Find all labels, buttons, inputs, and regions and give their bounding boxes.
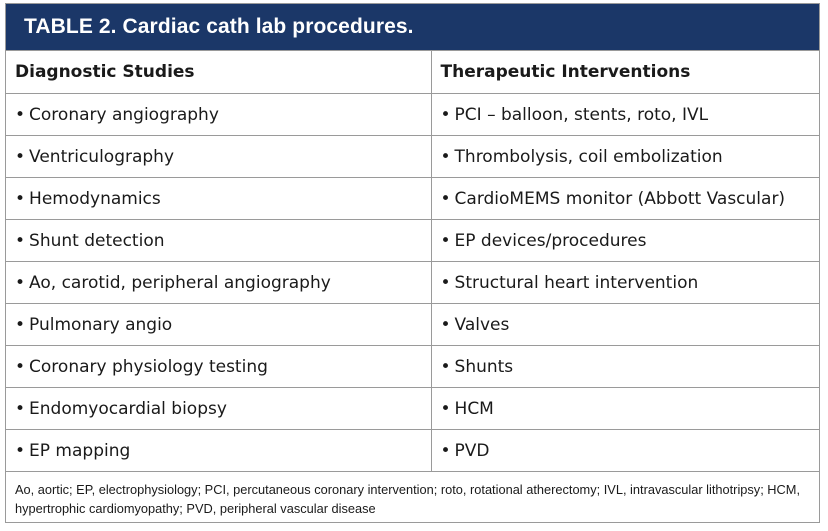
therapeutic-text: HCM: [454, 398, 494, 419]
diagnostic-cell: [6, 346, 431, 388]
diagnostic-text: Coronary physiology testing: [29, 356, 268, 377]
table-row: [6, 304, 819, 346]
diagnostic-text: Pulmonary angio: [29, 314, 173, 335]
therapeutic-subitem-cell: [431, 346, 819, 388]
diagnostic-text: Endomyocardial biopsy: [29, 398, 227, 419]
diagnostic-cell: [6, 304, 431, 346]
table-footnote: Ao, aortic; EP, electrophysiology; PCI, percutaneous coronary intervention; roto, rotational atherectomy; IVL, intravascular lithotripsy; HCM, hypertrophic cardiomyopathy; PVD, peripheral vascular disease: [6, 471, 819, 518]
bullet-marker: •: [15, 146, 26, 167]
diagnostic-cell: [6, 136, 431, 178]
diagnostic-text: Coronary angiography: [29, 104, 219, 125]
therapeutic-text: PCI – balloon, stents, roto, IVL: [454, 104, 709, 125]
therapeutic-text: PVD: [454, 440, 490, 461]
diagnostic-text: EP mapping: [29, 440, 131, 461]
bullet-marker: •: [440, 146, 451, 167]
bullet-marker: •: [15, 272, 26, 293]
therapeutic-cell: [431, 262, 819, 304]
table-row: [6, 136, 819, 178]
therapeutic-cell: [431, 220, 819, 262]
table-row: [6, 346, 819, 388]
bullet-marker: •: [440, 272, 451, 293]
bullet-marker: •: [15, 314, 26, 335]
therapeutic-text: Structural heart intervention: [454, 272, 699, 293]
diagnostic-text: Shunt detection: [29, 230, 165, 251]
header-row: [6, 51, 819, 94]
column-header-diagnostic: Diagnostic Studies: [6, 51, 431, 94]
diagnostic-text: Hemodynamics: [29, 188, 161, 209]
bullet-marker: •: [440, 230, 451, 251]
therapeutic-text: EP devices/procedures: [454, 230, 647, 251]
therapeutic-text: CardioMEMS monitor (Abbott Vascular): [454, 188, 786, 209]
bullet-marker: •: [440, 188, 451, 209]
diagnostic-text: Ventriculography: [29, 146, 175, 167]
bullet-marker: •: [15, 398, 26, 419]
diagnostic-cell: [6, 430, 431, 472]
table-title-bar: [6, 4, 819, 50]
diagnostic-cell: [6, 262, 431, 304]
table-title: TABLE 2. Cardiac cath lab procedures.: [24, 15, 414, 38]
diagnostic-cell: [6, 178, 431, 220]
bullet-marker: •: [440, 314, 451, 335]
therapeutic-text: Thrombolysis, coil embolization: [454, 146, 723, 167]
column-header-therapeutic: Therapeutic Interventions: [431, 51, 819, 94]
table-row: [6, 178, 819, 220]
diagnostic-cell: [6, 94, 431, 136]
bullet-marker: •: [440, 356, 451, 377]
therapeutic-text: Shunts: [454, 356, 514, 377]
bullet-marker: •: [15, 356, 26, 377]
diagnostic-cell: [6, 388, 431, 430]
table-row: [6, 262, 819, 304]
bullet-marker: •: [15, 104, 26, 125]
procedures-grid: [6, 50, 819, 471]
bullet-marker: •: [15, 440, 26, 461]
therapeutic-cell: [431, 136, 819, 178]
diagnostic-cell: [6, 220, 431, 262]
therapeutic-subitem-cell: [431, 430, 819, 472]
therapeutic-text: Valves: [454, 314, 510, 335]
bullet-marker: •: [440, 104, 451, 125]
bullet-marker: •: [15, 188, 26, 209]
table-row: [6, 220, 819, 262]
diagnostic-text: Ao, carotid, peripheral angiography: [29, 272, 331, 293]
table-row: [6, 388, 819, 430]
therapeutic-cell: [431, 94, 819, 136]
therapeutic-subitem-cell: [431, 388, 819, 430]
therapeutic-cell: [431, 178, 819, 220]
table-row: [6, 94, 819, 136]
therapeutic-subitem-cell: [431, 304, 819, 346]
bullet-marker: •: [440, 440, 451, 461]
bullet-marker: •: [440, 398, 451, 419]
bullet-marker: •: [15, 230, 26, 251]
procedures-table: [5, 3, 820, 523]
table-row: [6, 430, 819, 472]
